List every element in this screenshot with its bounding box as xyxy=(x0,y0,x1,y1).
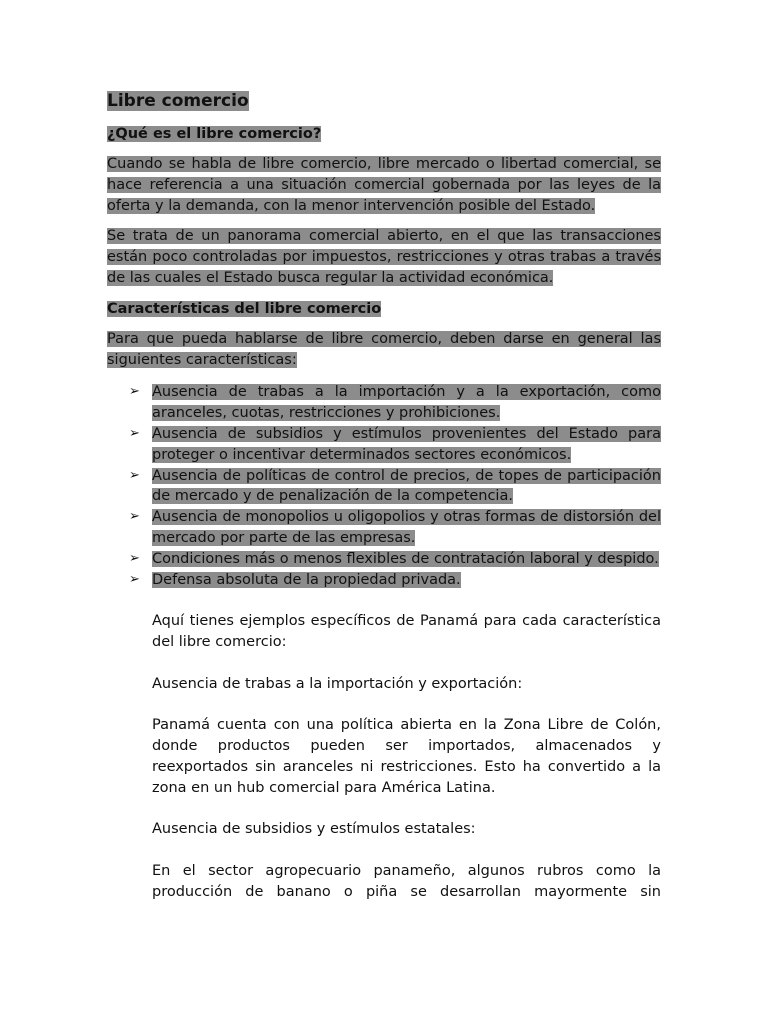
arrowhead-bullet-icon: ➢ xyxy=(129,550,140,566)
list-item: ➢ Defensa absoluta de la propiedad privada. xyxy=(107,570,661,591)
paragraph-intro-caracteristicas: Para que pueda hablarse de libre comercio, deben darse en general las siguientes características: xyxy=(107,330,661,368)
arrowhead-bullet-icon: ➢ xyxy=(129,384,140,400)
section-heading-que-es: ¿Qué es el libre comercio? xyxy=(107,126,322,142)
paragraph-panorama: Se trata de un panorama comercial abierto, en el que las transacciones están poco controladas por impuestos, restricciones y otras trabas a través de las cuales el Estado busca regular la actividad económica. xyxy=(107,228,661,286)
arrowhead-bullet-icon: ➢ xyxy=(129,509,140,525)
list-item: ➢ Ausencia de políticas de control de precios, de topes de participación de mercado y de penalización de la competencia. xyxy=(129,467,661,505)
document-page xyxy=(107,89,661,923)
ejemplos-panama xyxy=(152,611,661,902)
paragraph-ejemplos-intro: Aquí tienes ejemplos específicos de Panamá para cada característica del libre comercio: xyxy=(152,613,661,650)
list-item: ➢ Ausencia de subsidios y estímulos provenientes del Estado para proteger o incentivar determinados sectores económicos. xyxy=(129,425,661,463)
paragraph-definicion: Cuando se habla de libre comercio, libre mercado o libertad comercial, se hace referencia a una situación comercial gobernada por las leyes de la oferta y la demanda, con la menor intervención posible del Estado. xyxy=(107,156,661,214)
paragraph-zona-libre: Panamá cuenta con una política abierta en la Zona Libre de Colón, donde productos pueden ser importados, almacenados y reexportados sin aranceles ni restricciones. Esto ha convertido a la zona en un hub comercial para América Latina. xyxy=(152,717,661,796)
section-heading-caracteristicas: Características del libre comercio xyxy=(107,300,382,317)
list-item: ➢ Ausencia de trabas a la importación y a la exportación, como aranceles, cuotas, restricciones y prohibiciones. xyxy=(129,384,661,422)
arrowhead-bullet-icon: ➢ xyxy=(129,467,140,483)
paragraph-agropecuario: En el sector agropecuario panameño, algunos rubros como la producción de banano o piña se desarrollan mayormente sin xyxy=(152,862,661,900)
document-title: Libre comercio xyxy=(107,91,249,111)
subheading-trabas: Ausencia de trabas a la importación y exportación: xyxy=(152,675,523,692)
list-item: ➢ Condiciones más o menos flexibles de contratación laboral y despido. xyxy=(107,549,661,570)
list-item: ➢ Ausencia de monopolios u oligopolios y otras formas de distorsión del mercado por parte de las empresas. xyxy=(129,509,661,546)
arrowhead-bullet-icon: ➢ xyxy=(129,425,140,441)
caracteristicas-list xyxy=(107,382,661,590)
subheading-subsidios: Ausencia de subsidios y estímulos estatales: xyxy=(152,821,476,838)
arrowhead-bullet-icon: ➢ xyxy=(129,571,140,587)
